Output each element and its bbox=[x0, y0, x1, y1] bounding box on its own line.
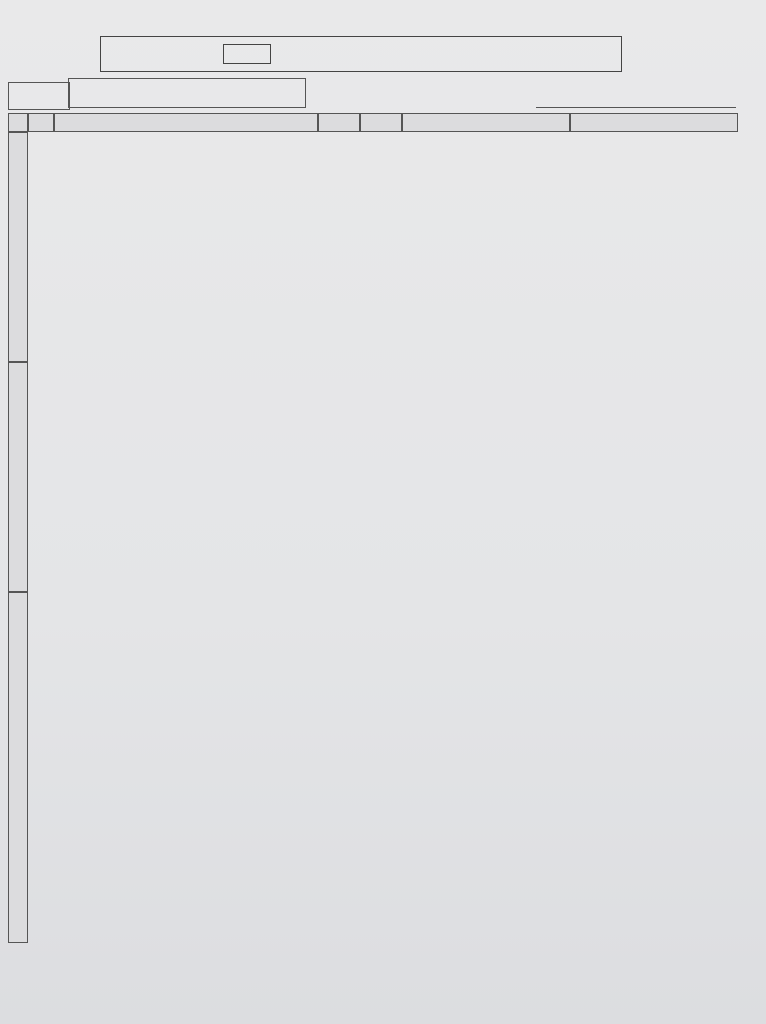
office-label bbox=[8, 82, 70, 110]
no-header bbox=[360, 113, 402, 132]
section-label-support bbox=[8, 592, 28, 943]
section-label-environment bbox=[8, 132, 28, 362]
num-header-blank bbox=[28, 113, 54, 132]
yes-header bbox=[318, 113, 360, 132]
public-badge bbox=[223, 44, 271, 64]
office-name bbox=[68, 78, 306, 108]
section-label-business bbox=[8, 362, 28, 592]
efforts-header bbox=[402, 113, 570, 132]
issues-header bbox=[570, 113, 738, 132]
publication-date bbox=[538, 94, 620, 104]
date-underline bbox=[536, 107, 736, 108]
section-header-blank bbox=[8, 113, 28, 132]
check-item-header bbox=[54, 113, 318, 132]
title-box bbox=[100, 36, 622, 72]
